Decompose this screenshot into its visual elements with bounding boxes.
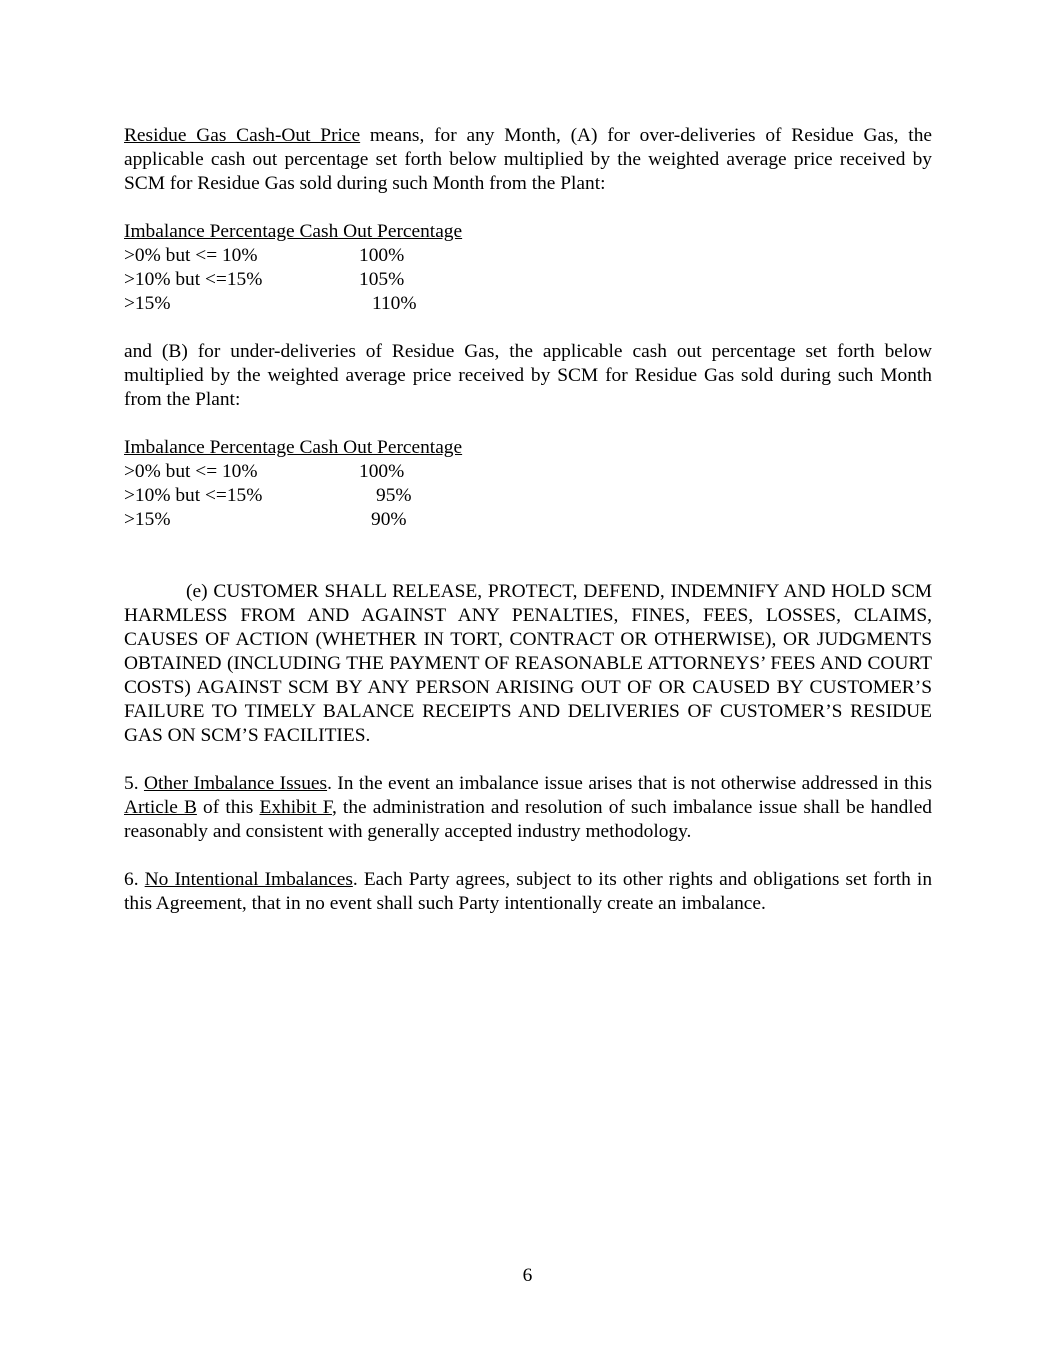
- table-row: [124, 244, 932, 268]
- range-cell: >10% but <=15%: [124, 269, 263, 290]
- percentage-cell: 95%: [376, 485, 412, 506]
- over-delivery-table: [124, 220, 932, 316]
- table-row: [124, 460, 932, 484]
- range-cell: >0% but <= 10%: [124, 461, 258, 482]
- range-cell: >15%: [124, 509, 171, 530]
- section-title: No Intentional Imbalances: [144, 869, 353, 890]
- table-row: [124, 268, 932, 292]
- range-cell: >10% but <=15%: [124, 485, 263, 506]
- table-row: [124, 484, 932, 508]
- percentage-cell: 90%: [371, 509, 407, 530]
- document-body: [124, 124, 932, 916]
- percentage-cell: 110%: [372, 293, 417, 314]
- definition-text: means, for any Month, (A) for over-deliveries of Residue Gas, the applicable cash out percentage set forth below multiplied by the weighted average price received by SCM for Residue Gas sold during such Month from the Plant:: [124, 125, 932, 194]
- section-number: 6.: [124, 869, 145, 890]
- section-6: 6. No Intentional Imbalances. Each Party agrees, subject to its other rights and obligations set forth in this Agreement, that in no event shall such Party intentionally create an imbalance.: [124, 869, 933, 914]
- article-reference: Article B: [124, 797, 197, 818]
- under-delivery-paragraph: and (B) for under-deliveries of Residue Gas, the applicable cash out percentage set forth below multiplied by the weighted average price received by SCM for Residue Gas sold during such Month from the Plant:: [124, 341, 932, 410]
- range-cell: >0% but <= 10%: [124, 245, 258, 266]
- defined-term: Residue Gas Cash-Out Price: [124, 125, 361, 146]
- section-title: Other Imbalance Issues: [143, 773, 328, 794]
- table-row: [124, 292, 932, 316]
- percentage-cell: 100%: [359, 461, 405, 482]
- indemnity-paragraph: (e) CUSTOMER SHALL RELEASE, PROTECT, DEFEND, INDEMNIFY AND HOLD SCM HARMLESS FROM AND AGAINST ANY PENALTIES, FINES, FEES, LOSSES, CLAIMS, CAUSES OF ACTION (WHETHER IN TORT, CONTRACT OR OTHERWISE), OR JUDGMENTS OBTAINED (INCLUDING THE PAYMENT OF REASONABLE ATTORNEYS’ FEES AND COURT COSTS) AGAINST SCM BY ANY PERSON ARISING OUT OF OR CAUSED BY CUSTOMER’S FAILURE TO TIMELY BALANCE RECEIPTS AND DELIVERIES OF CUSTOMER’S RESIDUE GAS ON SCM’S FACILITIES.: [124, 581, 932, 746]
- page-number: 6: [522, 1265, 533, 1286]
- percentage-cell: 105%: [359, 269, 405, 290]
- exhibit-reference: Exhibit F: [259, 797, 332, 818]
- table-header: Imbalance Percentage Cash Out Percentage: [124, 221, 463, 242]
- table-header: Imbalance Percentage Cash Out Percentage: [124, 437, 463, 458]
- range-cell: >15%: [124, 293, 171, 314]
- cashout-price-definition: [124, 124, 932, 196]
- percentage-cell: 100%: [359, 245, 405, 266]
- section-number: 5.: [124, 773, 144, 794]
- table-row: [124, 508, 932, 532]
- under-delivery-table: [124, 436, 932, 532]
- section-5: 5. Other Imbalance Issues. In the event an imbalance issue arises that is not otherwise addressed in this Article B of this Exhibit F, the administration and resolution of such imbalance issue shall be handled reasonably and consistent with generally accepted industry methodology.: [124, 773, 933, 842]
